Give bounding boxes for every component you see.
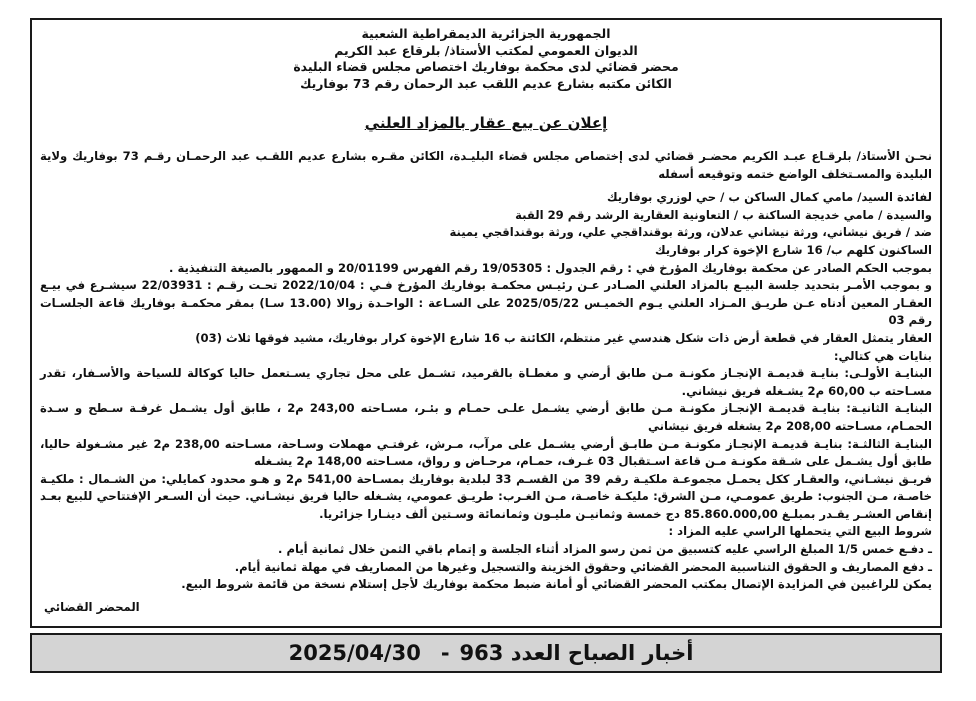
judgment-reference: بموجب الحكم الصادر عن محكمة بوفاريك المؤرخ في : رقم الجدول : 19/05305 رقم الفهرس 20/01199 و الممهور بالصيغة التنفيذية . <box>169 260 932 275</box>
defendants: ضد / فريق نيشاني، ورثة نيشاني عدلان، ورثة بوقنداقجي علي، ورثة بوقنداقجي يمينة <box>449 225 932 240</box>
buildings-heading: بنايات هي كتالي: <box>833 348 932 363</box>
contact-note: يمكن للراغبين في المزايدة الإتصال بمكتب المحضر القضائي أو أمانة ضبط محكمة بوفاريك لأجل إستلام نسخة من قائمة شروط البيع. <box>181 577 932 592</box>
auction-order: و بموجب الأمـر بتحديد جلسة البيـع بالمزاد العلني الصـادر عـن رئيـس محكمـة بوفاريك المؤرخ فـي : 2022/10/04 تحـت رقـم : 22/03931 سيشـرع في بيـع العقـار المعين أدناه عـن طريـق المـزاد العلني يـوم الخميـس 2025/05/22 على السـاعة : الواحـدة زوالا (13.00 سـا) بمقر محكمـة بوفاريك قاعة الجلسـات رقم 03 <box>40 278 932 328</box>
publication-date: 2025/04/30 <box>288 641 421 665</box>
sale-conditions-heading: شروط البيع التي يتحملها الراسي عليه المزاد : <box>668 524 932 539</box>
footer-separator: - <box>440 641 450 665</box>
property-description: العقار يتمثل العقار في قطعة أرض ذات شكل هندسي غير منتظم، الكائنة ب 16 شارع الإخوة كرار بوفاريك، مشيد فوقها ثلاث (03) <box>195 330 932 345</box>
building-1: البنايـة الأولـى: بنايـة قديمـة الإنجـاز مكونـة مـن طابق أرضي و مغطـاة بالقرميد، تشـمل على محل تجاري يسـتعمل حاليا كوكالة للسياحة والأسـفار، تقدر مسـاحته ب 60,00 م2 يشـغله فريق نيشاني. <box>40 366 932 398</box>
bailiff-signature: المحضر القضائي <box>44 599 140 614</box>
intro-paragraph: نحـن الأستاذ/ بلرقـاع عبـد الكريم محضـر قضائي لدى إختصاص مجلس قضاء البليـدة، الكائن مقـره بشارع عديم اللقـب عبد الرحمـان رقـم 73 بوفاريك ولاية البليدة والمسـتخلف الواضع ختمه وتوقيعه أسفله <box>40 149 933 181</box>
announcement-frame <box>30 18 942 628</box>
header-line-3: محضر قضائي لدى محكمة بوفاريك اختصاص مجلس قضاء البليدة <box>293 59 679 74</box>
defendants-address: الساكنون كلهم ب/ 16 شارع الإخوة كرار بوفاريك <box>654 242 932 257</box>
property-boundaries-price: فريـق نيشـاني، والعقـار ككل يحمـل مجموعـة ملكيـة رقم 39 من القسـم 33 لبلدية بوفاريك بمسـاحة 541,00 م2 و هـو محدود كمايلي: من الشـمال : ملكيـة خاصـة، مـن الجنوب: طريق عمومـي، مـن الشرق: مليكـة خاصـة، مـن الغـرب: طريـق عمومي، يشـغله حاليا فريق نيشـاني. حيث أن السـعر الإفتتاحي للبيع بعـد إنقاص العشـر يقـدر بمبلـغ 85.860.000,00 دج خمسة وثمانيـن مليـون وثمانمائة وسـتين ألف دينـارا جزائريا. <box>40 471 933 521</box>
announcement-body <box>40 148 932 594</box>
condition-2: ـ دفع المصاريف و الحقوق التناسبية المحضر القضائي وحقوق الخزينة والتسجيل وغيرها من المصاريف في مهلة ثمانية أيام. <box>234 559 932 574</box>
beneficiary-2: والسيدة / مامي خديجة الساكنة ب / التعاونية العقارية الرشد رقم 29 القبة <box>515 207 932 222</box>
announcement-title-text: إعلان عن بيع عقار بالمزاد العلني <box>364 114 608 132</box>
beneficiary-1: لفائدة السيد/ مامي كمال الساكن ب / حي لوزري بوفاريك <box>606 190 932 205</box>
header-line-2: الديوان العمومي لمكتب الأستاذ/ بلرقاع عبد الكريم <box>334 42 638 58</box>
publication-name: أخبار الصباح العدد 963 <box>459 641 694 665</box>
condition-1: ـ دفـع خمس 1/5 المبلغ الراسي عليه كتسبيق من ثمن رسو المزاد أثناء الجلسة و إتمام باقي الثمن خلال ثمانية أيام . <box>278 542 932 557</box>
building-2: البنايـة الثانيـة: بنايـة قديمـة الإنجـاز مكونـة مـن طابق أرضي يشـمل علـى حمـام و بئـر، مسـاحته 243,00 م2 ، طابق أول يشـمل غرفـة سـطح و سـدة الحمـام، مسـاحته 208,00 م2 يشغله فريق نيشاني <box>40 401 932 433</box>
building-3: البنايـة الثالثـة: بنايـة قديمـة الإنجـاز مكونـة مـن طابـق أرضي يشـمل على مرآب، مـرش، غرفتـي مهملات وسـاحة، مسـاحته 238,00 م2 غير مشـغولة حاليا، طابق أول يشـمل على شـقة مكونـة مـن قاعة اسـتقبال 03 غـرف، حمـام، مرحـاض و رواق، مسـاحته 148,00 م2 يشـغله <box>40 436 932 469</box>
publication-footer <box>30 633 942 673</box>
header-line-1: الجمهورية الجزائرية الديمقراطية الشعبية <box>361 26 611 41</box>
announcement-title <box>40 114 932 132</box>
document-header <box>40 26 932 92</box>
header-line-4: الكائن مكتبه بشارع عديم اللقب عبد الرحمان رقم 73 بوفاريك <box>300 75 672 91</box>
